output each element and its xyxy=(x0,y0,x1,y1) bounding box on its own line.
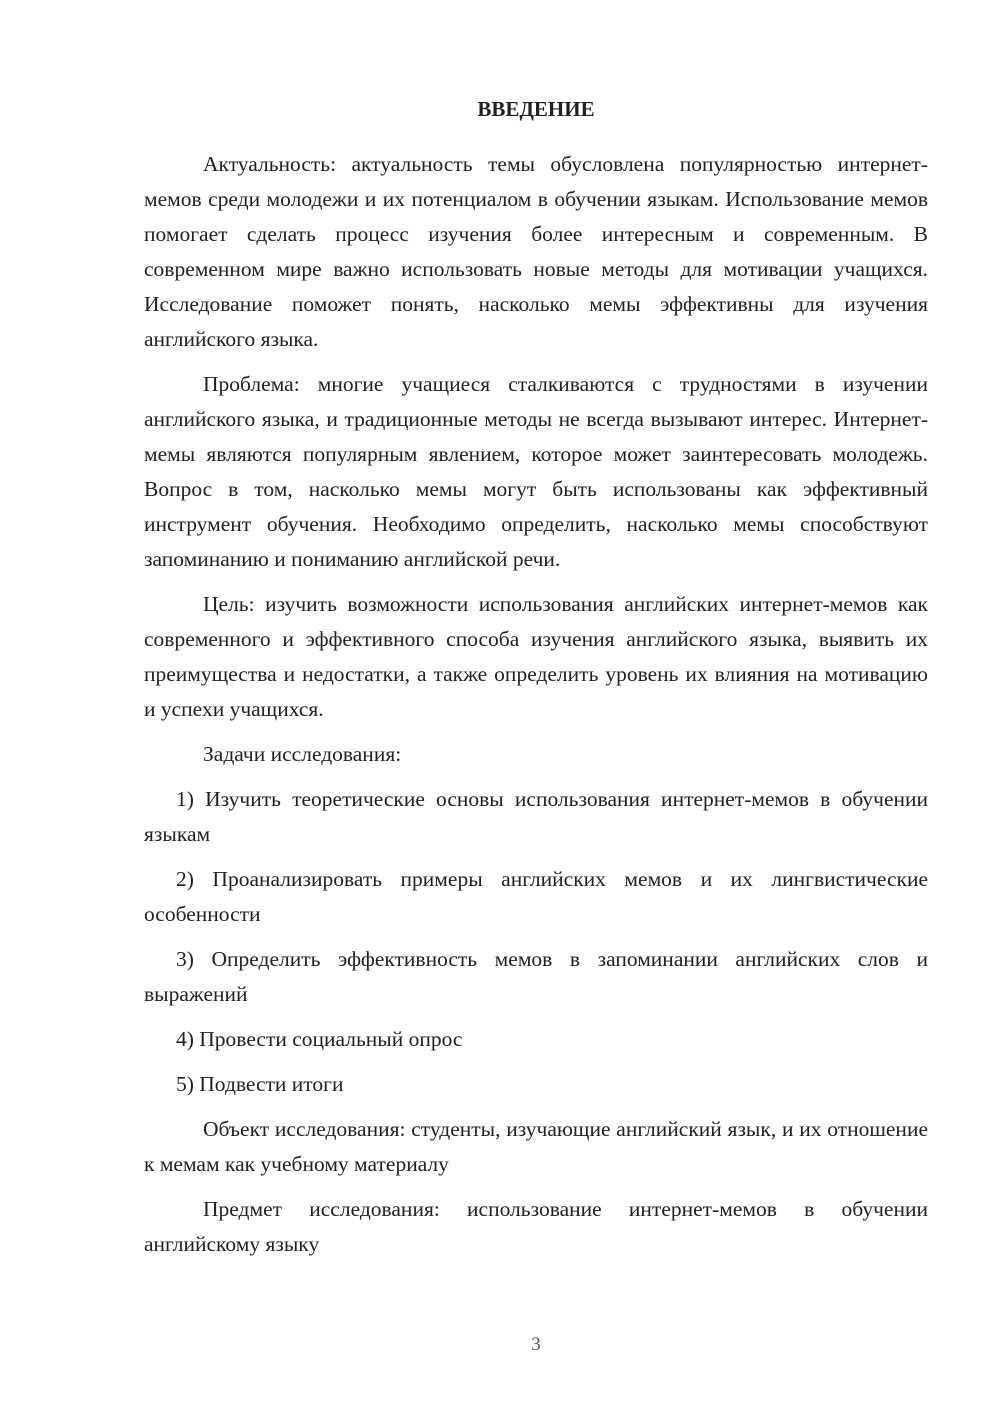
task-item-5: 5) Подвести итоги xyxy=(176,1072,344,1096)
task-item-2: 2) Проанализировать примеры английских мемов и их лингвистические особенности xyxy=(144,867,928,926)
tasks-heading: Задачи исследования: xyxy=(203,742,402,766)
paragraph-problem: Проблема: многие учащиеся сталкиваются с трудностями в изучении английского языка, и традиционные методы не всегда вызывают интерес. Интернет-мемы являются популярным явлением, которое может заинтересовать молодежь. Вопрос в том, насколько мемы могут быть использованы как эффективный инструмент обучения. Необходимо определить, насколько мемы способствуют запоминанию и пониманию английской речи. xyxy=(144,372,928,571)
paragraph-goal: Цель: изучить возможности использования английских интернет-мемов как современного и эффективного способа изучения английского языка, выявить их преимущества и недостатки, а также определить уровень их влияния на мотивацию и успехи учащихся. xyxy=(144,592,928,721)
paragraph-object: Объект исследования: студенты, изучающие английский язык, и их отношение к мемам как учебному материалу xyxy=(144,1117,928,1176)
paragraph-subject: Предмет исследования: использование интернет-мемов в обучении английскому языку xyxy=(144,1197,928,1256)
page-number: 3 xyxy=(531,1334,541,1355)
task-item-3: 3) Определить эффективность мемов в запоминании английских слов и выражений xyxy=(144,947,928,1006)
document-body xyxy=(144,92,928,1272)
task-item-1: 1) Изучить теоретические основы использования интернет-мемов в обучении языкам xyxy=(144,787,928,846)
task-item-4: 4) Провести социальный опрос xyxy=(176,1027,463,1051)
paragraph-relevance: Актуальность: актуальность темы обусловлена популярностью интернет-мемов среди молодежи и их потенциалом в обучении языкам. Использование мемов помогает сделать процесс изучения более интересным и современным. В современном мире важно использовать новые методы для мотивации учащихся. Исследование поможет понять, насколько мемы эффективны для изучения английского языка. xyxy=(144,152,928,351)
page-title: ВВЕДЕНИЕ xyxy=(477,97,595,121)
